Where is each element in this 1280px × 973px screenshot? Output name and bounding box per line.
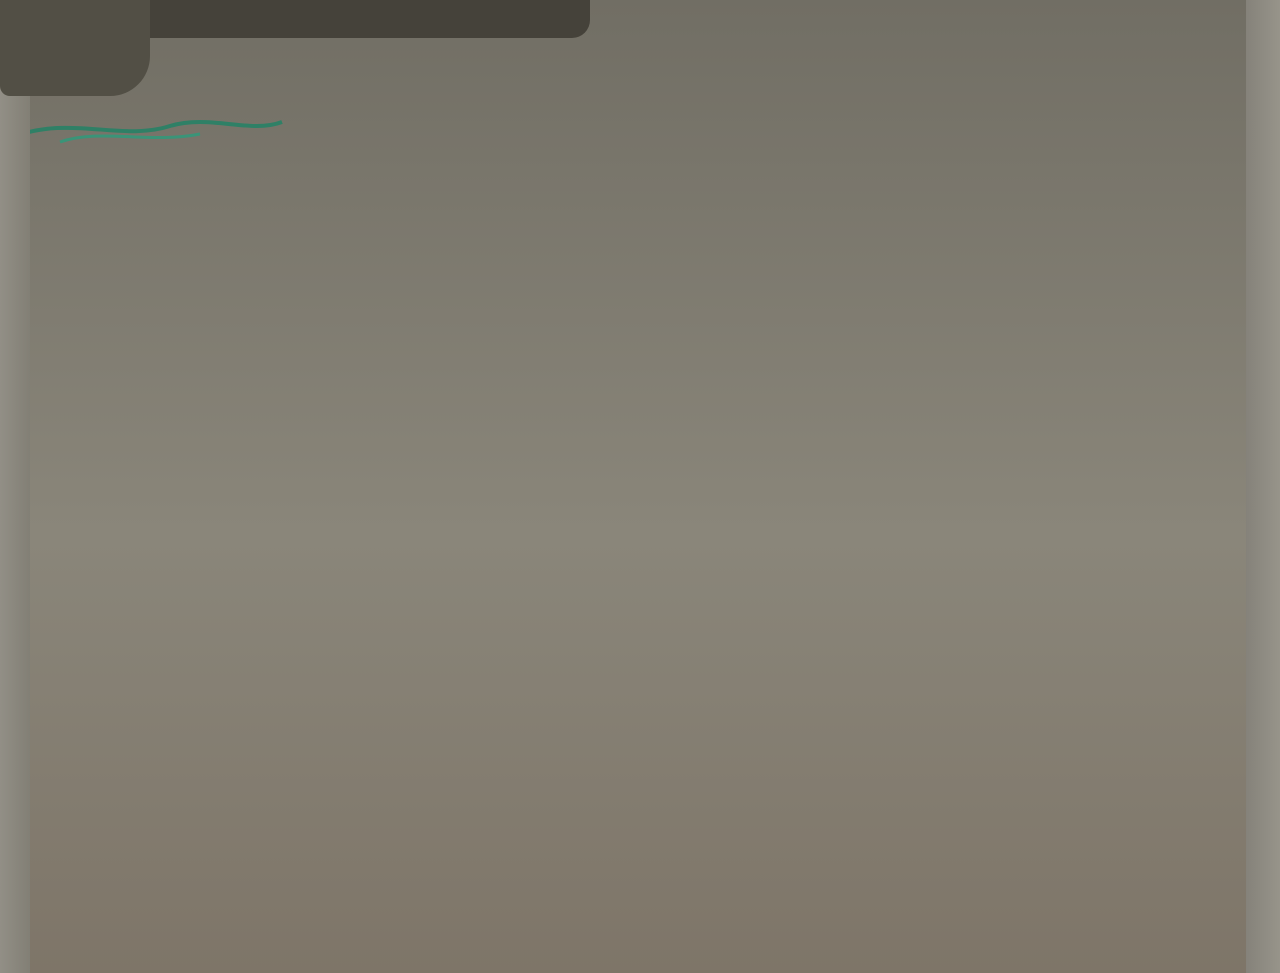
board-glare [0, 151, 404, 973]
plastic-sheet-right [1246, 0, 1280, 973]
green-rope [0, 108, 290, 146]
notice-board [0, 151, 1280, 973]
plastic-sheet-bottom [0, 886, 1280, 944]
